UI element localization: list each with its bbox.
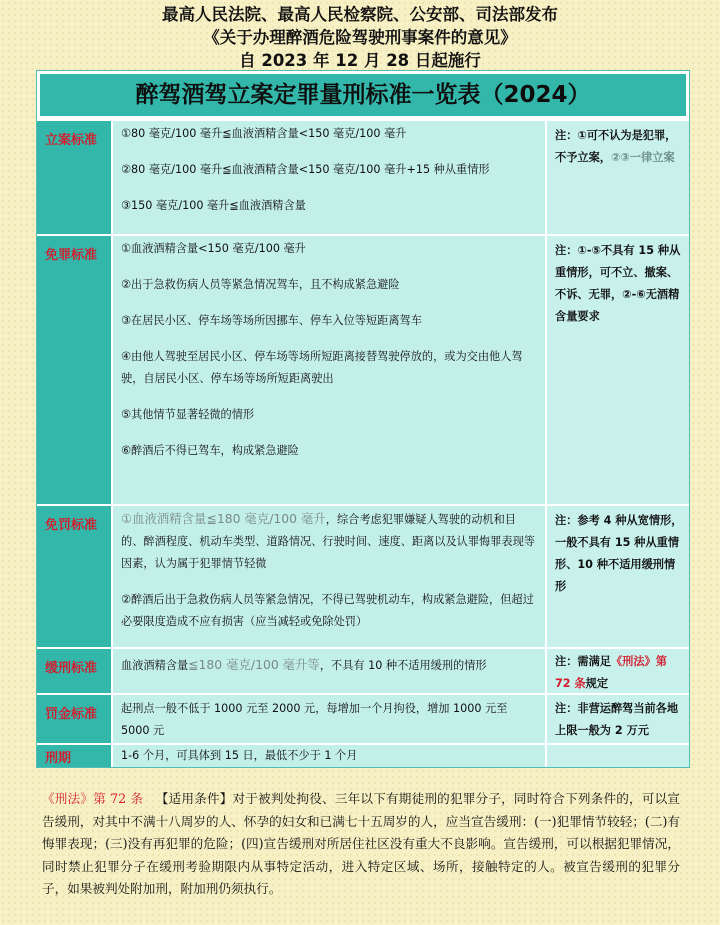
row-content xyxy=(111,121,545,234)
item-gray-text: ①血液酒精含量≦180 毫克/100 毫升 xyxy=(121,511,326,526)
row-note: 注：①-⑤不具有 15 种从重情形，可不立、撤案、不诉、无罪，②-⑥无酒精含量要求 xyxy=(545,236,689,504)
row-probation-standard xyxy=(37,647,689,693)
row-exemption-crime xyxy=(37,234,689,504)
document-header xyxy=(0,0,720,72)
row-label: 立案标准 xyxy=(37,121,111,234)
row-content xyxy=(111,236,545,504)
row-note-empty xyxy=(545,745,689,767)
item: ④由他人驾驶至居民小区、停车场等场所短距离接替驾驶停放的，或为交由他人驾驶，自居民小区、停车场等场所短距离驶出 xyxy=(121,350,523,385)
row-label: 缓刑标准 xyxy=(37,649,111,693)
note-text: 规定 xyxy=(585,677,609,690)
note-link-criminal-law: 《刑法》第 72 条 xyxy=(555,655,667,690)
item: ②醉酒后出于急救伤病人员等紧急情况，不得已驾驶机动车，构成紧急避险，但超过必要限度造成不应有损害（应当减轻或免除处罚） xyxy=(121,593,534,628)
note-text: 注：需满足 xyxy=(555,655,611,668)
item: ①80 毫克/100 毫升≦血液酒精含量<150 毫克/100 毫升 xyxy=(121,127,407,140)
row-label: 免罚标准 xyxy=(37,506,111,647)
row-content xyxy=(111,506,545,647)
row-content: 1-6 个月，可具体到 15 日，最低不少于 1 个月 xyxy=(111,745,545,767)
row-filing-standard xyxy=(37,119,689,234)
document-title-line: 《关于办理醉酒危险驾驶刑事案件的意见》 xyxy=(203,28,517,47)
row-sentence-term xyxy=(37,743,689,767)
item: ⑤其他情节显著轻微的情形 xyxy=(121,408,255,421)
row-fine-standard xyxy=(37,693,689,743)
criminal-law-article-72 xyxy=(42,788,680,901)
standards-table xyxy=(36,70,690,768)
row-note xyxy=(545,121,689,234)
item-text: ，不具有 10 种不适用缓刑的情形 xyxy=(319,659,487,672)
item: ③150 毫克/100 毫升≦血液酒精含量 xyxy=(121,199,306,212)
publisher-line: 最高人民法院、最高人民检察院、公安部、司法部发布 xyxy=(162,5,558,24)
table-title: 醉驾酒驾立案定罪量刑标准一览表（2024） xyxy=(37,71,689,119)
note-text-muted: ②③一律立案 xyxy=(610,151,675,164)
article-reference: 《刑法》第 72 条 xyxy=(42,791,144,806)
item-text: ，综合考虑犯罪嫌疑人驾驶的动机和目的、醉酒程度、机动车类型、道路情况、行驶时间、速度、距离以及认罪悔罪表现等因素，认为属于犯罪情节轻微 xyxy=(121,513,535,570)
item: ③在居民小区、停车场等场所因挪车、停车入位等短距离驾车 xyxy=(121,314,422,327)
row-content xyxy=(111,649,545,693)
row-content: 起刑点一般不低于 1000 元至 2000 元，每增加一个月拘役，增加 1000 元至 5000 元 xyxy=(111,695,545,743)
row-exemption-penalty xyxy=(37,504,689,647)
effective-date-line: 自 2023 年 12 月 28 日起施行 xyxy=(239,51,481,70)
item: ②出于急救伤病人员等紧急情况驾车，且不构成紧急避险 xyxy=(121,278,400,291)
item: ①血液酒精含量<150 毫克/100 毫升 xyxy=(121,242,306,255)
item-text: 血液酒精含量 xyxy=(121,659,189,672)
article-body: 【适用条件】对于被判处拘役、三年以下有期徒刑的犯罪分子，同时符合下列条件的，可以宣告缓刑，对其中不满十八周岁的人、怀孕的妇女和已满七十五周岁的人，应当宣告缓刑：(一)犯罪情节较轻；(二)有悔罪表现；(三)没有再犯罪的危险；(四)宣告缓刑对所居住社区没有重大不良影响。宣告缓刑，可以根据犯罪情况，同时禁止犯罪分子在缓刑考验期限内从事特定活动，进入特定区域、场所，接触特定的人。被宣告缓刑的犯罪分子，如果被判处附加刑，附加刑仍须执行。 xyxy=(42,791,680,896)
row-label: 免罪标准 xyxy=(37,236,111,504)
item-gray-text: ≦180 毫克/100 毫升等 xyxy=(188,657,320,672)
row-label: 刑期 xyxy=(37,745,111,767)
row-note: 注：非营运醉驾当前各地上限一般为 2 万元 xyxy=(545,695,689,743)
row-label: 罚金标准 xyxy=(37,695,111,743)
item: ②80 毫克/100 毫升≦血液酒精含量<150 毫克/100 毫升+15 种从重情形 xyxy=(121,163,490,176)
row-note: 注：参考 4 种从宽情形，一般不具有 15 种从重情形、10 种不适用缓刑情形 xyxy=(545,506,689,647)
item: ⑥醉酒后不得已驾车，构成紧急避险 xyxy=(121,444,299,457)
row-note xyxy=(545,649,689,693)
note-text: 注：①可不认为是犯罪，不予立案， xyxy=(555,129,677,164)
item xyxy=(121,508,537,575)
